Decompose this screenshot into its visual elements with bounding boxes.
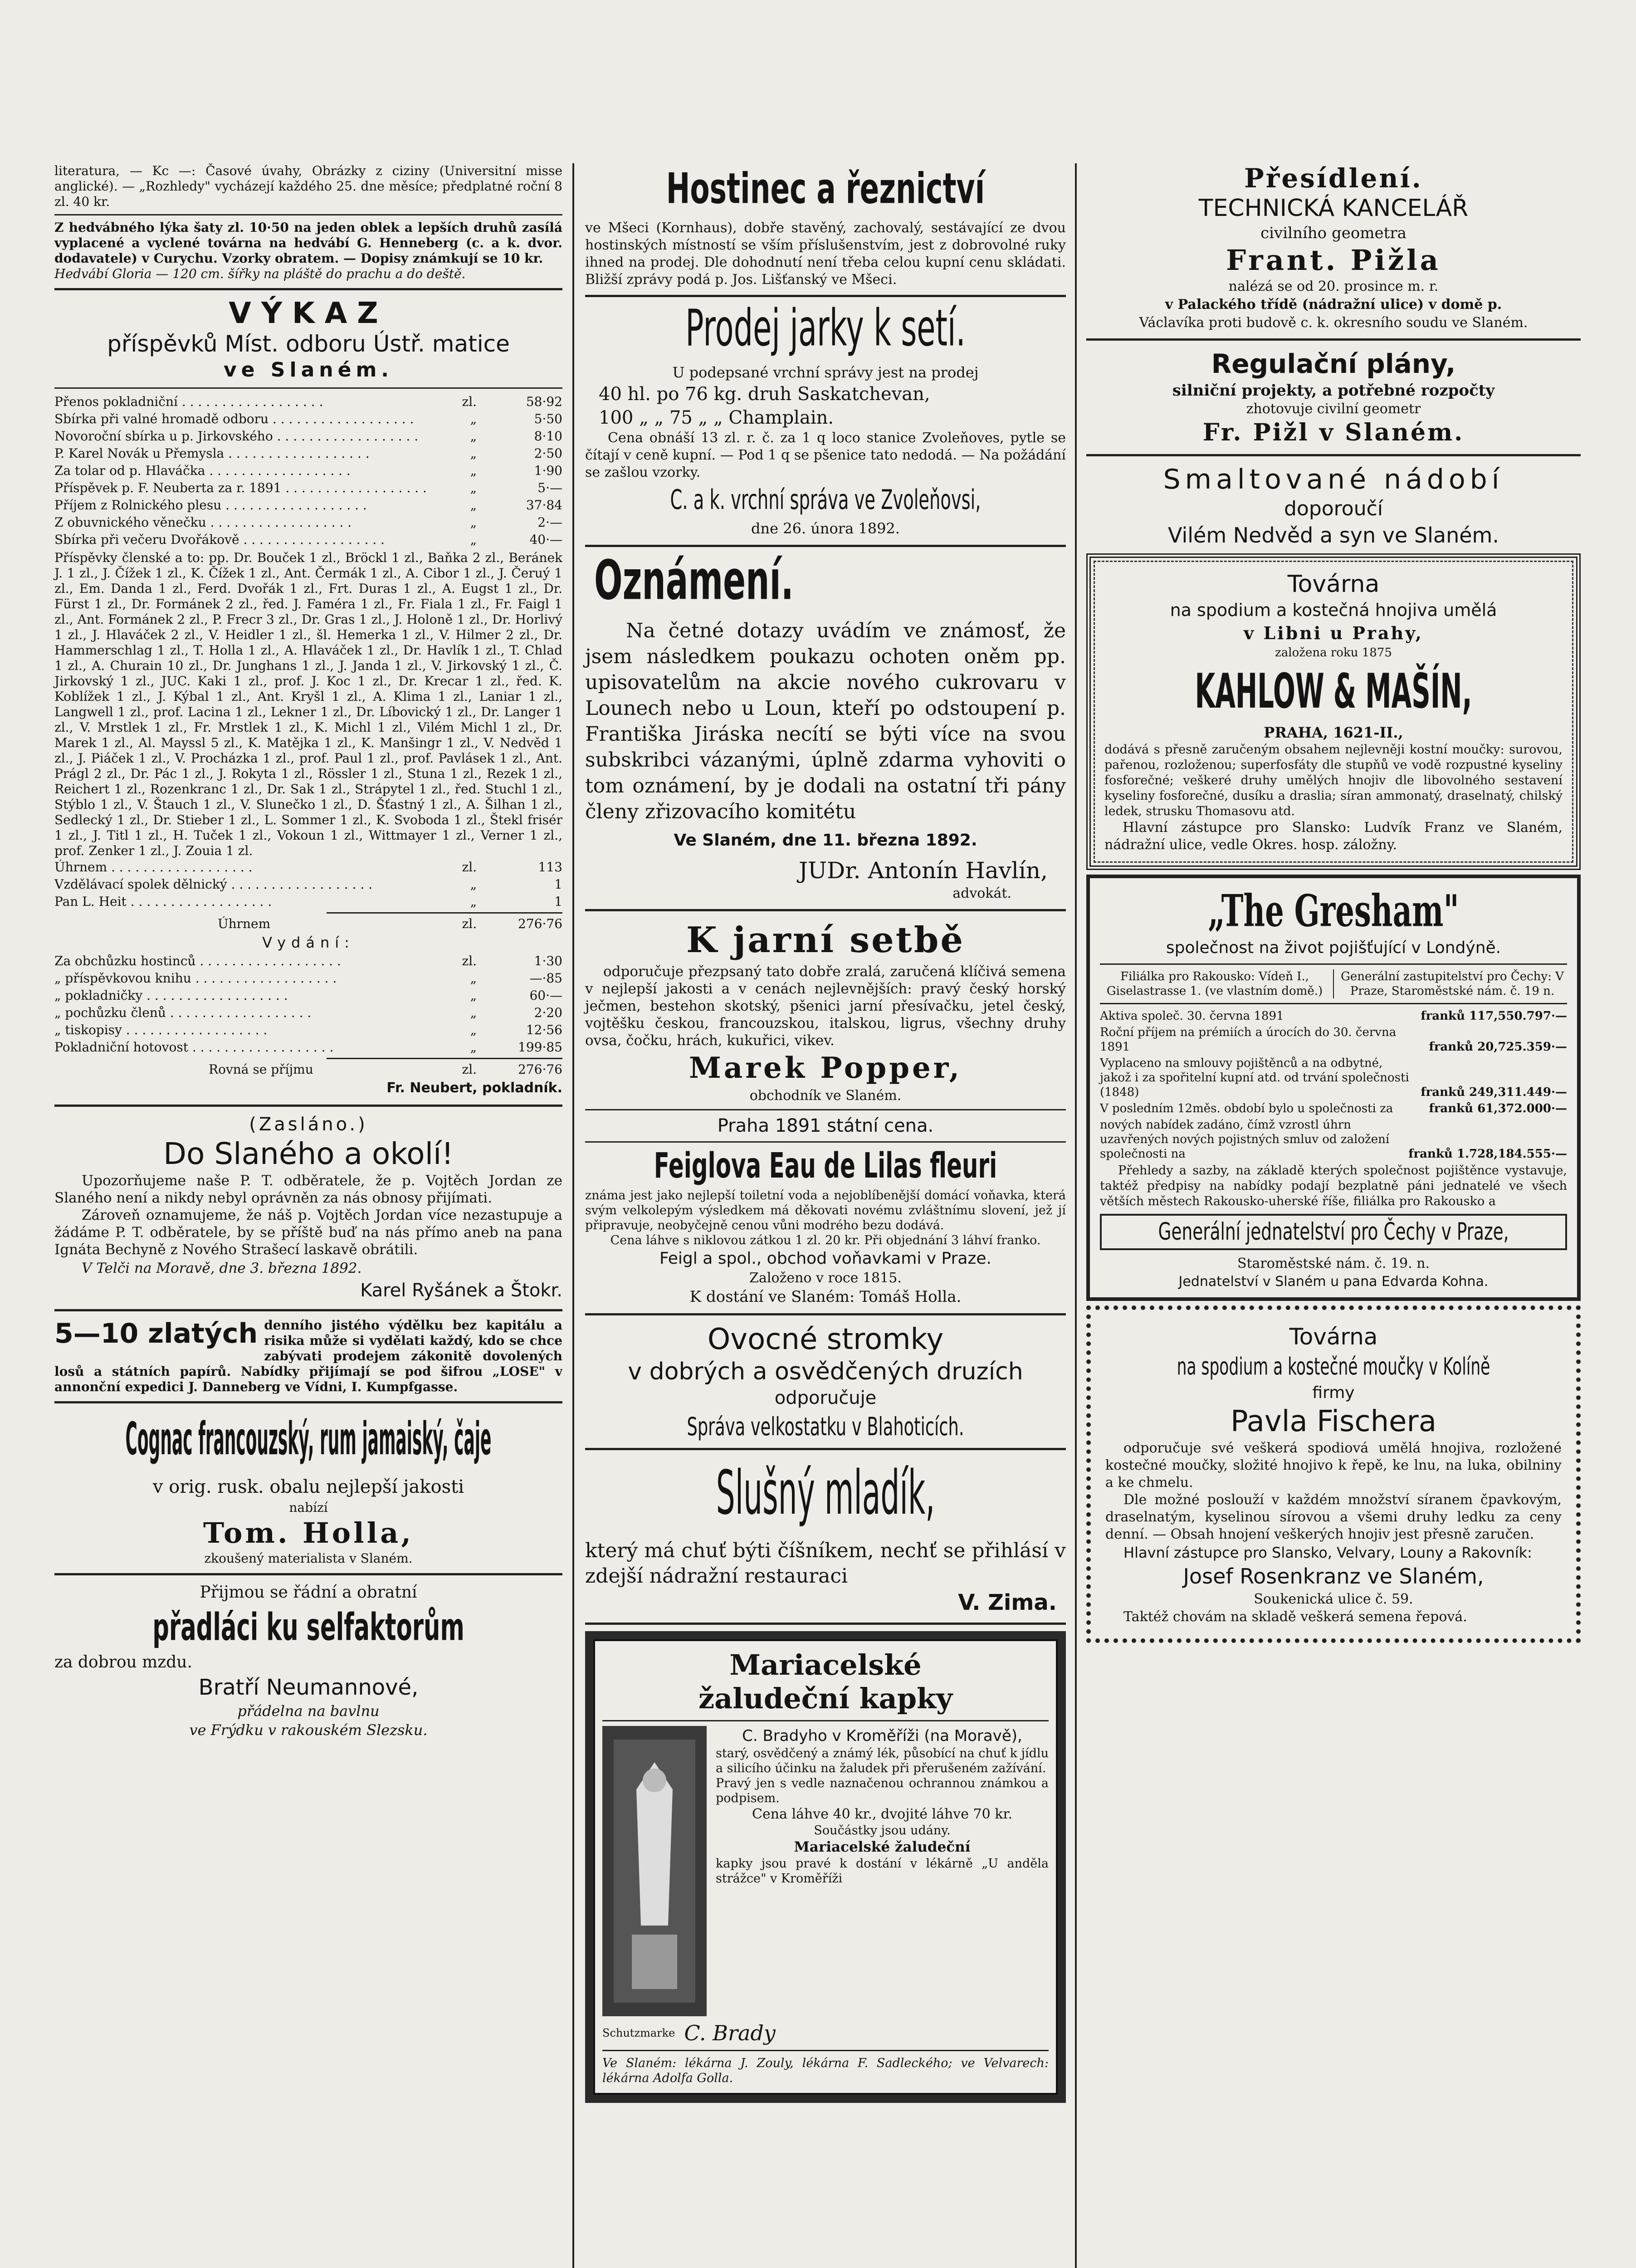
cognac-name: Tom. Holla, — [203, 1516, 414, 1549]
do-slaneho-p2: Zároveň oznamujeme, že náš p. Vojtěch Jordan více nezastupuje a žádáme P. T. odběratele, by se příště buď na nás přímo aneb na pana Ignáta Bechyně z Nového Strašecí laskavě obrátili. — [54, 1207, 562, 1258]
kapky-ad — [585, 1631, 1066, 2103]
vykaz-total-row-label: Pan L. Heit . . . . . . . . . . . . . . . . . . — [54, 894, 272, 909]
cognac-line2: v orig. rusk. obalu nejlepší jakosti — [152, 1476, 464, 1497]
vykaz-row — [54, 411, 562, 428]
vykaz-expense-row-value: 60·— — [529, 988, 562, 1003]
gresham-branch-left: Filiálka pro Rakousko: Vídeň I., Giselastrasse 1. (ve vlastním domě.) — [1100, 969, 1334, 998]
gresham-row-value: franků 249,311.449·— — [1421, 1085, 1567, 1099]
kahlow-name: KAHLOW & MAŠÍN, — [1195, 664, 1472, 719]
gloria-ad: Hedvábí Gloria — 120 cm. šířky na pláště do prachu a do deště. — [54, 266, 466, 281]
fischer-name2: Josef Rosenkranz ve Slaném, — [1183, 1564, 1484, 1589]
do-slaneho-p1: Upozorňujeme naše P. T. odběratele, že p. Vojtěch Jordan ze Slaného není a nikdy nebyl oprávněn za nás obnosy přijímati. — [54, 1173, 562, 1206]
vykaz-expense-row-unit: „ — [470, 1040, 477, 1055]
madonna-trademark-image — [602, 1726, 707, 2016]
fischer-addr: Soukenická ulice č. 59. — [1254, 1591, 1413, 1607]
regulacni-line3: zhotovuje civilní geometr — [1246, 401, 1421, 417]
oznameni-title: Oznámení. — [594, 548, 794, 612]
kahlow-line2: na spodium a kostečná hnojiva umělá — [1170, 600, 1497, 620]
fischer-text1: odporučuje své veškerá spodiová umělá hnojiva, rozložené kostečné moučky, složité hnojivo k řepě, ke lnu, na luka, obilniny a ke chmelu. — [1105, 1440, 1562, 1491]
kapky-title2: žaludeční kapky — [698, 1682, 953, 1715]
presidleni-addr2: Václavíka proti budově c. k. okresního soudu ve Slaném. — [1139, 315, 1528, 331]
vykaz-row-unit: „ — [470, 480, 477, 495]
vykaz-row-label: Příspěvek p. F. Neuberta za r. 1891 . . . . . . . . . . . . . . . . . . — [54, 480, 427, 495]
vykaz-row-unit: zl. — [462, 394, 477, 409]
regulacni-line2: silniční projekty, a potřebné rozpočty — [1172, 381, 1495, 400]
column-rule-2 — [1075, 163, 1077, 2268]
smaltovane-title: Smaltované nádobí — [1163, 464, 1504, 495]
vykaz-row — [54, 445, 562, 462]
vykaz-row-value: 5·— — [537, 480, 562, 495]
gresham-row — [1100, 1056, 1567, 1100]
neumann-pay: za dobrou mzdu. — [54, 1653, 192, 1672]
vykaz-row-unit: „ — [470, 446, 477, 461]
gresham-row — [1100, 1025, 1567, 1054]
gresham-row-label: Roční příjem na prémiích a úrocích do 30. června 1891 — [1100, 1026, 1397, 1054]
vykaz-row-label: Novoroční sbírka u p. Jirkovského . . . . . . . . . . . . . . . . . . — [54, 429, 419, 444]
vykaz-row-value: 1·90 — [534, 463, 562, 478]
feiglova-firm: Feigl a spol., obchod voňavkami v Praze. — [659, 1249, 991, 1268]
jarky-title: Prodej jarky k setí. — [685, 299, 966, 358]
jarky-text: Cena obnáší 13 zl. r. č. za 1 q loco stanice Zvoleňoves, pytle se čítají v ceně kupní. — Pod 1 q se pšenice tato nedodá. — Na požádání se zašlou vzorky. — [585, 430, 1066, 480]
jarky-line2: 100 „ „ 75 „ „ Champlain. — [599, 407, 834, 428]
gresham-table — [1100, 1009, 1567, 1161]
vykaz-total-row — [54, 893, 562, 910]
vykaz-expense-row — [54, 953, 562, 970]
vykaz-row-unit: „ — [470, 498, 477, 513]
vykaz-row — [54, 479, 562, 497]
vykaz-row-label: Za tolar od p. Hlaváčka . . . . . . . . . . . . . . . . . . — [54, 463, 351, 478]
gresham-agency-box — [1100, 1214, 1567, 1250]
gresham-row-value: franků 20,725.359·— — [1429, 1040, 1567, 1054]
kahlow-intro: Továrna — [1287, 571, 1380, 598]
gresham-local: Jednatelství v Slaném u pana Edvarda Kohna. — [1178, 1274, 1489, 1290]
gresham-row-value: franků 1.728,184.555·— — [1408, 1147, 1567, 1161]
cognac-nabizi: nabízí — [289, 1500, 328, 1515]
vykaz-total-row-unit: „ — [470, 894, 477, 909]
vykaz-total-row — [54, 876, 562, 893]
fischer-text2: Dle možné poslouží v každém množství síranem čpavkovým, draselnatým, kyselinou sírovou a všemi druhy ledku za ceny denní. — Obsah hnojení veškerých hnojiv jest přesně zaručen. — [1105, 1492, 1562, 1542]
zlatych-ad — [54, 1318, 562, 1395]
vykaz-row-value: 37·84 — [526, 498, 562, 513]
vykaz-row-label: Příjem z Rolnického plesu . . . . . . . . . . . . . . . . . . — [54, 498, 367, 513]
hostinec-text: ve Mšeci (Kornhaus), dobře stavěný, zachovalý, sestávající ze dvou hostinských místností se vším příslušenstvím, jest z dobrovolné ruky ihned na prodej. Dle dohodnutí není třeba celou kupní cenu skládati. Bližší zprávy podá p. Jos. Lišťanský ve Mšeci. — [585, 220, 1066, 288]
vykaz-expense-row-value: —·85 — [529, 971, 562, 986]
presidleni-addr1: v Palackého třídě (nádražní ulice) v domě p. — [1165, 297, 1502, 313]
vykaz-expense-row — [54, 987, 562, 1004]
fischer-agent: Hlavní zástupce pro Slansko, Velvary, Louny a Rakovník: — [1123, 1544, 1532, 1561]
vykaz-expense-row-unit: „ — [470, 988, 477, 1003]
presidleni-title: TECHNICKÁ KANCELÁŘ — [1198, 195, 1469, 222]
fischer-intro: Továrna — [1289, 1324, 1378, 1350]
column-2 — [585, 163, 1066, 2268]
neumann-place: ve Frýdku v rakouském Slezsku. — [189, 1721, 428, 1739]
vykaz-city: ve Slaném. — [223, 358, 394, 381]
gresham-row-value: franků 61,372.000·— — [1429, 1102, 1567, 1115]
jarky-date: dne 26. února 1892. — [751, 520, 900, 537]
vykaz-expense-row-value: 199·85 — [518, 1040, 562, 1055]
jarky-intro: U podepsané vrchní správy jest na prodej — [672, 364, 979, 381]
presidleni-sub: civilního geometra — [1260, 224, 1406, 242]
vykaz-row-label: Sbírka při valné hromadě odboru . . . . . . . . . . . . . . . . . . — [54, 411, 414, 426]
vykaz-row-unit: „ — [470, 532, 477, 547]
kahlow-addr: PRAHA, 1621-II., — [1264, 724, 1403, 741]
mladik-text: který má chuť býti číšníkem, nechť se přihlásí v zdejší nádražní restauraci — [585, 1539, 1066, 1588]
stromky-line3: odporučuje — [774, 1388, 877, 1408]
vykaz-row-value: 40·— — [529, 532, 562, 547]
gresham-row-label: Vyplaceno na smlouvy pojištěnců a na odbytné, jakož i za spořitelní kupní atd. od trvání společnosti (1848) — [1100, 1056, 1409, 1099]
kapky-text: starý, osvědčený a známý lék, působící na chuť k jídlu a silicího účinku na žaludek při přerušeném zažívání. — [716, 1746, 1049, 1775]
oznameni-name: JUDr. Antonín Havlín, — [799, 857, 1048, 884]
fischer-ad — [1086, 1305, 1581, 1643]
vykaz-expense-row-value: 2·20 — [534, 1005, 562, 1020]
gresham-branch-right: Generální zastupitelství pro Čechy: V Praze, Staroměstské nám. č. 19 n. — [1341, 970, 1564, 998]
vykaz-expense-row-unit: zl. — [462, 953, 477, 968]
vykaz-row-unit: „ — [470, 411, 477, 426]
gresham-sub: společnost na život pojišťující v Londýně. — [1166, 938, 1501, 957]
gresham-title: „The Gresham" — [1208, 885, 1459, 937]
stromky-line2: v dobrých a osvědčených druzích — [628, 1358, 1023, 1385]
smaltovane-line2: doporoučí — [1284, 497, 1383, 520]
setbe-title: K jarní setbě — [686, 919, 965, 961]
vykaz-expense-row-value: 12·56 — [526, 1022, 562, 1037]
vykaz-expense-row — [54, 1022, 562, 1039]
oznameni-text: Na četné dotazy uvádím ve známosť, že jsem následkem poukazu ochoten oněm pp. upisovatelům na akcie nového cukrovaru v Lounech nebo u Loun, kteří po odstoupení p. Františka Jiráska necítí se býti více na svou subskribci vázanými, úplně zdarma vyhoviti o tom oznámení, by je dodali na ostatní tři pány členy zřizovacího komitétu — [585, 619, 1066, 823]
vykaz-row-value: 8·10 — [534, 429, 562, 444]
neumann-headline: přadláci ku selfaktorům — [152, 1605, 464, 1650]
vykaz-expense-row — [54, 1039, 562, 1056]
regulacni-name: Fr. Pižl v Slaném. — [1202, 419, 1465, 446]
vykaz-expense-row-unit: „ — [470, 1022, 477, 1037]
vykaz-total-row — [54, 859, 562, 876]
vykaz-expense-row-label: „ pochůzku členů . . . . . . . . . . . . . . . . . . — [54, 1005, 312, 1020]
vykaz-row — [54, 497, 562, 514]
fischer-name: Pavla Fischera — [1230, 1405, 1437, 1438]
jarky-line1: 40 hl. po 76 kg. druh Saskatchevan, — [599, 384, 930, 405]
setbe-award: Praha 1891 státní cena. — [717, 1115, 934, 1136]
vykaz-row-label: Přenos pokladniční . . . . . . . . . . . . . . . . . . — [54, 394, 323, 409]
vykaz-title: VÝKAZ — [229, 297, 388, 330]
feiglova-founded: Založeno v roce 1815. — [749, 1270, 902, 1286]
vykaz-total-row-unit: zl. — [462, 860, 477, 875]
stromky-title: Ovocné stromky — [707, 1323, 944, 1356]
vykaz-row-value: 2·50 — [534, 446, 562, 461]
kahlow-founded: založena roku 1875 — [1275, 646, 1392, 660]
vykaz-total-row-value: 113 — [538, 860, 562, 875]
vykaz-income-table — [54, 393, 562, 548]
do-slaneho-title: Do Slaného a okolí! — [163, 1136, 454, 1171]
smaltovane-name: Vilém Nedvěd a syn ve Slaném. — [1168, 523, 1499, 547]
vykaz-row — [54, 531, 562, 548]
do-slaneho-place: V Telči na Moravě, dne 3. března 1892. — [82, 1260, 362, 1276]
gresham-row — [1100, 1009, 1567, 1023]
gresham-ad — [1086, 875, 1581, 1301]
kapky-price: Cena láhve 40 kr., dvojité láhve 70 kr. — [752, 1806, 1012, 1822]
feiglova-price: Cena láhve s niklovou zátkou 1 zl. 20 kr. Při objednání 3 láhví franko. — [610, 1233, 1041, 1247]
kapky-stock-text: kapky jsou pravé k dostání v lékárně „U anděla strážce" v Kroměříži — [716, 1857, 1049, 1886]
vykaz-expense-row-label: Za obchůzku hostinců . . . . . . . . . . . . . . . . . . — [54, 953, 341, 968]
do-slaneho-sign: Karel Ryšánek a Štokr. — [360, 1280, 562, 1301]
vykaz-subtitle: příspěvků Míst. odboru Ústř. matice — [107, 331, 510, 357]
presidleni-name: Frant. Pižla — [1226, 244, 1441, 277]
fischer-text3: Taktéž chovám na skladě veškerá semena řepová. — [1123, 1609, 1467, 1625]
gresham-row-label: Aktiva společ. 30. června 1891 — [1100, 1009, 1284, 1023]
gresham-agency: Generální jednatelství pro Čechy v Praze, — [1158, 1217, 1509, 1246]
vykaz-row-value: 2·— — [537, 515, 562, 530]
vykaz-expense-row — [54, 970, 562, 987]
neumann-ad — [54, 1582, 562, 1740]
cognac-headline: Cognac francouzský, rum jamaiský, čaje — [125, 1413, 492, 1465]
vykaz-row — [54, 514, 562, 531]
vykaz-expense-row-unit: „ — [470, 971, 477, 986]
vykaz-expense-row-label: „ tiskopisy . . . . . . . . . . . . . . . . . . — [54, 1022, 268, 1037]
gresham-text: Přehledy a sazby, na základě kterých společnost pojištěnce vystavuje, taktéž předpisy na nabídky podají bezplatně páni jednatelé ve všech větších městech Rakousko-uherské říše, filiálka pro Rakousko a — [1100, 1163, 1567, 1208]
feiglova-sale: K dostání ve Slaném: Tomáš Holla. — [689, 1288, 962, 1306]
gresham-branches — [1100, 969, 1567, 998]
hedvabi-ad: Z hedvábného lýka šaty zl. 10·50 na jeden oblek a lepších druhů zasílá vyplacené a vyclené továrna na hedvábí G. Henneberg (c. a k. dvor. dodavatele) v Curychu. Vzorky obratem. — Dopisy známkují se 10 kr. — [54, 220, 562, 266]
vykaz-row — [54, 428, 562, 445]
kapky-signature-row — [602, 2021, 1049, 2045]
neumann-role: přádelna na bavlnu — [237, 1702, 380, 1720]
vykaz-total-row-value: 1 — [554, 894, 562, 909]
mladik-name: V. Zima. — [958, 1590, 1057, 1615]
vykaz-row-value: 58·92 — [526, 394, 562, 409]
feiglova-text: známa jest jako nejlepší toiletní voda a nejoblíbenější domácí voňavka, která svým velkolepým výsledkem má děkovati novému zvláštnímu slovení, jež jí připravuje, neobyčejně cenou vůni modrého bezu dodává. — [585, 1188, 1066, 1232]
kapky-signature: C. Brady — [684, 2021, 776, 2045]
column-rule-1 — [572, 163, 574, 2268]
cognac-role: zkoušený materialista v Slaném. — [204, 1551, 413, 1566]
vykaz-expenses-table — [54, 953, 562, 1056]
cognac-ad — [54, 1413, 562, 1567]
kapky-sign-label: Schutzmarke — [602, 2027, 675, 2039]
vykaz-row-label: Sbírka při večeru Dvořákově . . . . . . . . . . . . . . . . . . — [54, 532, 385, 547]
neumann-intro: Přijmou se řádní a obratní — [200, 1583, 417, 1602]
oznameni-place: Ve Slaném, dne 11. března 1892. — [674, 831, 977, 850]
vykaz-signature: Fr. Neubert, pokladník. — [386, 1080, 562, 1096]
vykaz-row-value: 5·50 — [534, 411, 562, 426]
vykaz-expense-row — [54, 1004, 562, 1022]
vykaz-expense-row-label: „ pokladničky . . . . . . . . . . . . . . . . . . — [54, 988, 288, 1003]
kahlow-text: dodává s přesně zaručeným obsahem nejlevněji kostní moučky: surovou, pařenou, rozloženou; superfosfáty dle stupňů ve vodě rozpustné kyseliny fosforečné; veškeré druhy umělých hnojiv dle libovolného sestavení kyseliny fosforečné, dusíku a draslia; síran ammonatý, draselnatý, chilský ledek, strusku Thomasovu atd. — [1104, 743, 1563, 818]
zaslano-label: (Zasláno.) — [249, 1114, 368, 1135]
neumann-name: Bratří Neumannové, — [198, 1675, 419, 1700]
vykaz-row — [54, 393, 562, 411]
setbe-name: Marek Popper, — [689, 1051, 962, 1085]
vykaz-expense-row-label: Pokladniční hotovost . . . . . . . . . . . . . . . . . . — [54, 1040, 334, 1055]
kapky-maker: C. Bradyho v Kroměříži (na Moravě), — [742, 1727, 1022, 1745]
vykaz-equal-row: Rovná se příjmu zl. 276·76 — [209, 1062, 562, 1077]
vykaz-total-row-unit: „ — [470, 877, 477, 892]
oznameni-role: advokát. — [952, 885, 1011, 901]
vykaz-totals-table — [54, 859, 562, 910]
jarky-office: C. a k. vrchní správa ve Zvoleňovsi, — [670, 484, 981, 516]
vykaz-row-unit: „ — [470, 463, 477, 478]
vykaz-total-row-label: Úhrnem . . . . . . . . . . . . . . . . . . — [54, 860, 253, 875]
stromky-office: Správa velkostatku v Blahoticích. — [687, 1412, 964, 1442]
zlatych-text: denního jistého výdělku bez kapitálu a risika může si vydělati každý, kdo se chce zabývati prodejem zákonitě dovolených losů a státních papírů. Nabídky přijímají se pod šifrou „LOSE" v annonční expedici J. Danneberg ve Vídni, I. Kumpfgasse. — [54, 1318, 562, 1394]
vykaz-section — [54, 297, 562, 1098]
kahlow-place: v Libni u Prahy, — [1244, 623, 1423, 643]
kapky-warn: Pravý jen s vedle naznačenou ochrannou známkou a podpisem. — [716, 1776, 1049, 1805]
vykaz-expenses-title: Vydání: — [262, 934, 355, 951]
feiglova-title: Feiglova Eau de Lilas fleuri — [654, 1146, 997, 1187]
hostinec-title: Hostinec a řeznictví — [666, 164, 985, 213]
vykaz-expense-row-value: 1·30 — [534, 953, 562, 968]
kahlow-ad — [1086, 553, 1581, 870]
zlatych-amount: 5—10 zlatých — [54, 1318, 258, 1349]
vykaz-expense-row-unit: „ — [470, 1005, 477, 1020]
vykaz-row-label: P. Karel Novák u Přemysla . . . . . . . . . . . . . . . . . . — [54, 446, 370, 461]
kapky-title1: Mariacelské — [729, 1648, 922, 1681]
vykaz-total-row-label: Vzdělávací spolek dělnický . . . . . . . . . . . . . . . . . . — [54, 877, 373, 892]
kapky-stock-title: Mariacelské žaludeční — [794, 1839, 971, 1855]
kapky-parts: Součástky jsou udány. — [814, 1823, 951, 1838]
vykaz-expense-row-label: „ příspěvkovou knihu . . . . . . . . . . . . . . . . . . — [54, 971, 337, 986]
presidleni-head: Přesídlení. — [1244, 163, 1423, 194]
regulacni-title: Regulační plány, — [1211, 348, 1456, 379]
kahlow-agent: Hlavní zástupce pro Slansko: Ludvík Franz ve Slaném, nádražní ulice, vedle Okres. hosp. záložny. — [1104, 820, 1563, 853]
gresham-row-label: V posledním 12měs. období bylo u společnosti za — [1100, 1102, 1393, 1115]
kapky-sale: Ve Slaném: lékárna J. Zouly, lékárna F. Sadleckého; ve Velvarech: lékárna Adolfa Golla. — [602, 2056, 1049, 2085]
vykaz-row — [54, 462, 562, 479]
setbe-text: odporučuje přezpsaný tato dobře zralá, zaručená klíčivá semena v nejlepší jakosti a v cenách nejlevnějších: pravý český horský ječmen, bestehon skotský, pšenici jarní přesívačku, jetel český, vojtěšku českou, francouzskou, italskou, ligrus, všechny druhy ovsa, čočku, hrách, kukuřici, vikev. — [585, 963, 1066, 1049]
fischer-line2: na spodium a kostečné moučky v Kolíně — [1177, 1352, 1490, 1380]
vykaz-row-label: Z obuvnického věnečku . . . . . . . . . . . . . . . . . . — [54, 515, 352, 530]
vykaz-members: Příspěvky členské a to: pp. Dr. Bouček 1 zl., Bröckl 1 zl., Baňka 2 zl., Beránek J. 1 zl., J. Čížek 1 zl., K. Čížek 1 zl., Ant. Čermák 1 zl., A. Cibor 1 zl., J. Čeruý 1 zl., Em. Danda 1 zl., Ferd. Dvořák 1 zl., Frt. Duras 1 zl., A. Eugst 1 zl., Dr. Fürst 1 zl., Dr. Formánek 2 zl., řed. J. Faméra 1 zl., Fr. Fiala 1 zl., Fr. Faigl 1 zl., Ant. Formánek 2 zl., P. Frecr 3 zl., Dr. Gras 1 zl., J. Holoně 1 zl., Dr. Horlivý 1 zl., J. Hlaváček 2 zl., V. Heidler 1 zl., šl. Hemerka 1 zl., V. Hilmer 2 zl., Dr. Hammerschlag 1 zl., T. Holla 1 zl., A. Hlaváček 1 zl., Dr. Havlík 1 zl., T. Chlad 1 zl., A. Churain 10 zl., Dr. Junghans 1 zl., J. Janda 1 zl., V. Jirkovský 1 zl., Č. Jirkovský 1 zl., JUC. Kaki 1 zl., prof. J. Koc 1 zl., Dr. Krecar 1 zl., řed. K. Koblížek 1 zl., J. Kýbal 1 zl., Ant. Kryšl 1 zl., A. Klima 1 zl., Laniar 1 zl., Langwell 1 zl., prof. Lacina 1 zl., Lekner 1 zl., Dr. Líbovický 1 zl., Dr. Langer 1 zl., V. Mrstlek 1 zl., Fr. Mrstlek 1 zl., K. Michl 1 zl., Vilém Michl 1 zl., Dr. Marek 1 zl., Al. Mayssl 5 zl., K. Matějka 1 zl., K. Manšingr 1 zl., V. Nedvěd 1 zl., J. Piáček 1 zl., V. Procházka 1 zl., prof. Paul 1 zl., prof. Pavlásek 1 zl., Ant. Prágl 2 zl., Dr. Pác 1 zl., J. Rokyta 1 zl., Rössler 1 zl., Stuna 1 zl., Rezek 1 zl., Reichert 1 zl., Rozenkranc 1 zl., Dr. Sak 1 zl., Strápytel 1 zl., řed. Stuchl 1 zl., Stýblo 1 zl., V. Štauch 1 zl., V. Slunečko 1 zl., D. Šťastný 1 zl., A. Šilhan 1 zl., Sedlecký 1 zl., Dr. Stieber 1 zl., L. Sommer 1 zl., K. Svoboda 1 zl., Štekl frisér 1 zl., J. Titl 1 zl., H. Tuček 1 zl., Vokoun 1 zl., Wittmayer 1 zl., Verner 1 zl., prof. Zenker 1 zl., J. Zouia 1 zl. — [54, 550, 562, 858]
column-3 — [1086, 163, 1581, 2268]
column-1 — [54, 163, 562, 2268]
gresham-addr: Staroměstské nám. č. 19. n. — [1237, 1256, 1430, 1271]
gresham-row-label: nových nabídek zadáno, čímž vzrostl úhrn uzavřených nových pojistných smluv od založení společnosti na — [1100, 1118, 1390, 1161]
vykaz-row-unit: „ — [470, 429, 477, 444]
madonna-icon — [609, 1735, 700, 2007]
presidleni-text: nalézá se od 20. prosince m. r. — [1228, 279, 1439, 294]
gresham-row-value: franků 117,550.797·— — [1421, 1009, 1567, 1023]
vykaz-total-row-value: 1 — [554, 877, 562, 892]
literatura-note: literatura, — Kc —: Časové úvahy, Obrázky z ciziny (Universitní misse anglické). — „Rozhledy" vycházejí každého 25. dne měsíce; předplatné roční 8 zl. 40 kr. — [54, 163, 562, 209]
fischer-firma: firmy — [1312, 1383, 1355, 1402]
gresham-row — [1100, 1118, 1567, 1161]
vykaz-sum-row: Úhrnem zl. 276·76 — [218, 916, 562, 931]
mladik-title: Slušný mladík, — [716, 1457, 935, 1528]
gresham-row — [1100, 1101, 1567, 1116]
vykaz-row-unit: „ — [470, 515, 477, 530]
setbe-role: obchodník ve Slaném. — [749, 1088, 902, 1104]
